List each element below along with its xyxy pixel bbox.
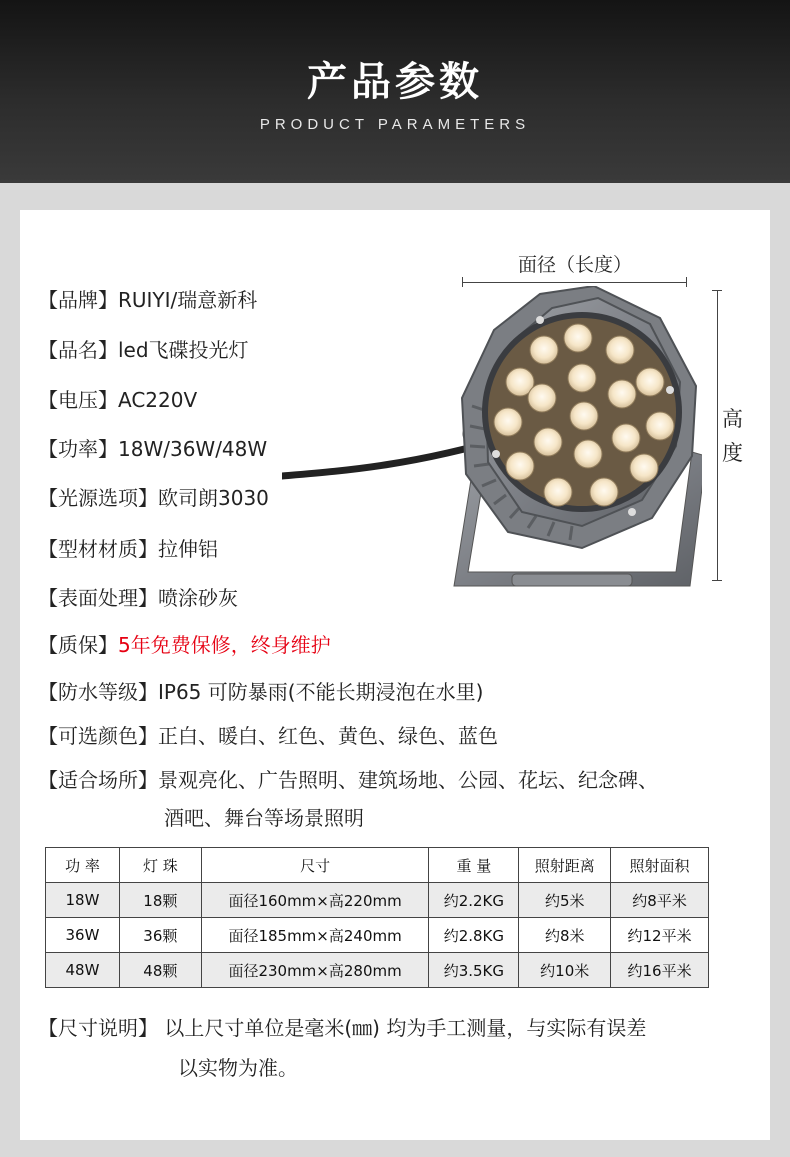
spec-value: IP65 可防暴雨(不能长期浸泡在水里) <box>158 680 484 704</box>
table-cell: 48W <box>46 953 120 988</box>
spec-material <box>38 535 218 563</box>
table-cell: 约8米 <box>519 918 611 953</box>
table-row <box>46 883 709 918</box>
screw <box>536 316 544 324</box>
table-cell: 约8平米 <box>611 883 709 918</box>
height-dimension-cap-top <box>712 290 722 291</box>
spec-value: 拉伸铝 <box>158 537 218 561</box>
table-cell: 36颗 <box>119 918 201 953</box>
screw <box>628 508 636 516</box>
table-cell: 36W <box>46 918 120 953</box>
spec-product-name <box>38 336 249 364</box>
table-cell: 18颗 <box>119 883 201 918</box>
spec-label: 【适合场所】 <box>38 768 158 792</box>
spec-value: 正白、暖白、红色、黄色、绿色、蓝色 <box>158 724 498 748</box>
note-text-continued: 以实物为准。 <box>178 1056 298 1080</box>
spec-warranty <box>38 631 331 659</box>
table-header-cell: 灯 珠 <box>119 848 201 883</box>
spec-power <box>38 435 267 463</box>
spec-light-source <box>38 484 269 512</box>
height-dimension-cap-bottom <box>712 580 722 581</box>
table-header-cell: 尺寸 <box>201 848 429 883</box>
table-header-cell: 照射距离 <box>519 848 611 883</box>
table-header-cell: 重 量 <box>429 848 519 883</box>
spec-surface <box>38 584 238 612</box>
spec-waterproof <box>38 678 483 706</box>
table-cell: 约2.2KG <box>429 883 519 918</box>
width-dimension-line <box>462 282 686 283</box>
table-cell: 约10米 <box>519 953 611 988</box>
table-header-row <box>46 848 709 883</box>
table-row <box>46 918 709 953</box>
table-cell: 48颗 <box>119 953 201 988</box>
spec-value-warranty: 5年免费保修，终身维护 <box>118 633 331 657</box>
table-cell: 约12平米 <box>611 918 709 953</box>
spec-brand <box>38 286 257 314</box>
screw <box>666 386 674 394</box>
spec-value: 喷涂砂灰 <box>158 586 238 610</box>
spec-label: 【型材材质】 <box>38 537 158 561</box>
height-dimension-line <box>717 290 718 580</box>
table-cell: 约5米 <box>519 883 611 918</box>
table-header-cell: 照射面积 <box>611 848 709 883</box>
note-label: 【尺寸说明】 <box>38 1016 158 1040</box>
table-row <box>46 953 709 988</box>
table-cell: 面径185mm×高240mm <box>201 918 429 953</box>
table-header-cell: 功 率 <box>46 848 120 883</box>
spec-value: RUIYI/瑞意新科 <box>118 288 258 312</box>
table-cell: 面径160mm×高220mm <box>201 883 429 918</box>
width-dimension-label: 面径（长度） <box>518 254 633 276</box>
led-floodlight-image <box>282 286 702 596</box>
parameters-panel <box>20 210 770 1140</box>
spec-colors <box>38 722 498 750</box>
spec-label: 【品牌】 <box>38 288 118 312</box>
spec-label: 【防水等级】 <box>38 680 158 704</box>
page-title: 产品参数 <box>307 59 483 105</box>
header-banner <box>0 0 790 183</box>
table-cell: 面径230mm×高280mm <box>201 953 429 988</box>
table-cell: 约3.5KG <box>429 953 519 988</box>
spec-label: 【光源选项】 <box>38 486 158 510</box>
spec-value: led飞碟投光灯 <box>118 338 249 362</box>
spec-value: 欧司朗3030 <box>158 486 269 510</box>
size-note <box>38 1014 646 1082</box>
bracket-base-slot <box>512 574 632 586</box>
spec-value-continued: 酒吧、舞台等场景照明 <box>164 806 364 830</box>
screw <box>492 450 500 458</box>
spec-label: 【可选颜色】 <box>38 724 158 748</box>
table-cell: 约16平米 <box>611 953 709 988</box>
spec-label: 【质保】 <box>38 633 118 657</box>
height-dimension-label: 高度 <box>722 407 743 465</box>
spec-label: 【表面处理】 <box>38 586 158 610</box>
spec-value: AC220V <box>118 388 198 412</box>
spec-applications <box>38 766 658 832</box>
spec-value: 18W/36W/48W <box>118 437 268 461</box>
table-cell: 约2.8KG <box>429 918 519 953</box>
spec-value: 景观亮化、广告照明、建筑场地、公园、花坛、纪念碑、 <box>158 768 658 792</box>
parameter-table <box>45 847 709 988</box>
spec-label: 【电压】 <box>38 388 118 412</box>
page-subtitle: PRODUCT PARAMETERS <box>259 116 531 133</box>
table-cell: 18W <box>46 883 120 918</box>
note-text: 以上尺寸单位是毫米(㎜) 均为手工测量，与实际有误差 <box>164 1016 647 1040</box>
spec-voltage <box>38 386 197 414</box>
spec-label: 【功率】 <box>38 437 118 461</box>
spec-label: 【品名】 <box>38 338 118 362</box>
